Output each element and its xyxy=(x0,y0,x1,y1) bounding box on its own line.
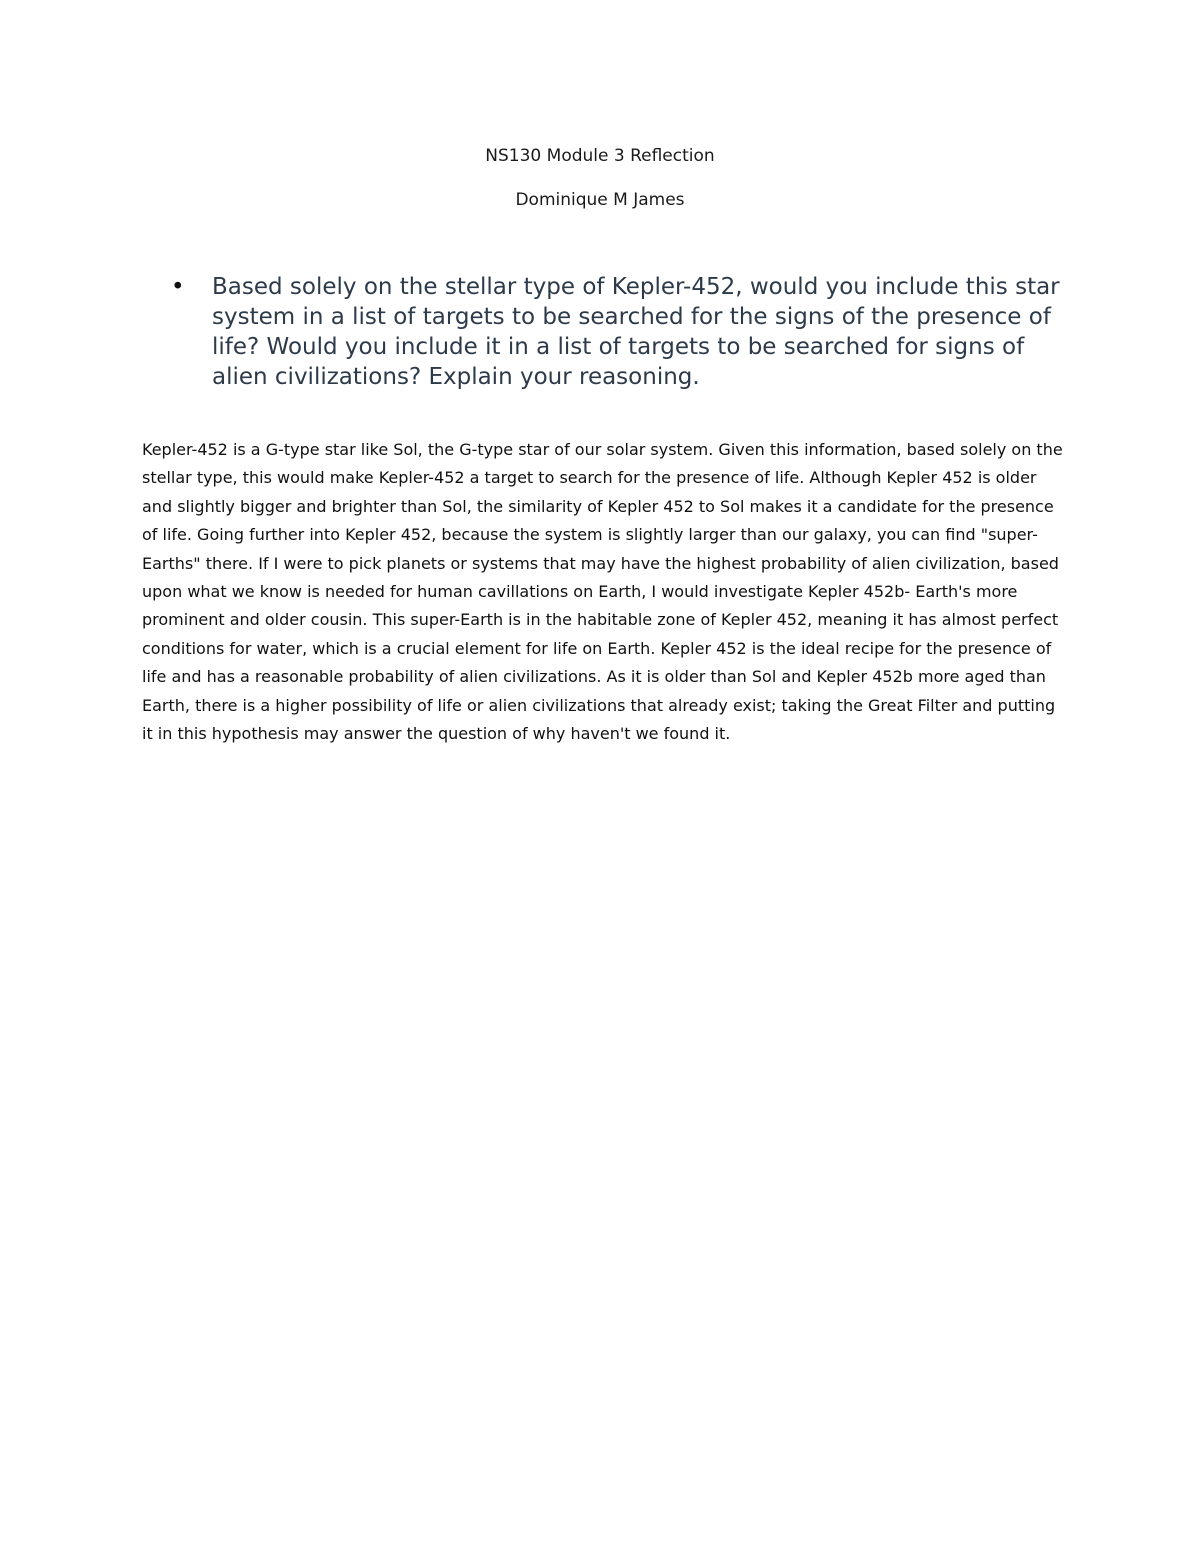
answer-paragraph: Kepler-452 is a G-type star like Sol, the G-type star of our solar system. Given this information, based solely on the stellar type, this would make Kepler-452 a target to search for the presence of life. Although Kepler 452 is older and slightly bigger and brighter than Sol, the similarity of Kepler 452 to Sol makes it a candidate for the presence of life. Going further into Kepler 452, because the system is slightly larger than our galaxy, you can find "super-Earths" there. If I were to pick planets or systems that may have the highest probability of alien civilization, based upon what we know is needed for human cavillations on Earth, I would investigate Kepler 452b- Earth's more prominent and older cousin. This super-Earth is in the habitable zone of Kepler 452, meaning it has almost perfect conditions for water, which is a crucial element for life on Earth. Kepler 452 is the ideal recipe for the presence of life and has a reasonable probability of alien civilizations. As it is older than Sol and Kepler 452b more aged than Earth, there is a higher possibility of life or alien civilizations that already exist; taking the Great Filter and putting it in this hypothesis may answer the question of why haven't we found it. xyxy=(142,440,1063,744)
author-name: Dominique M James xyxy=(515,190,685,210)
question-text: Based solely on the stellar type of Kepler-452, would you include this star system in a list of targets to be searched for the signs of the presence of life? Would you include it in a list of targets to be searched for signs of alien civilizations? Explain your reasoning. xyxy=(212,274,1060,390)
document-title: NS130 Module 3 Reflection xyxy=(485,146,715,166)
bullet-icon: • xyxy=(171,274,185,300)
